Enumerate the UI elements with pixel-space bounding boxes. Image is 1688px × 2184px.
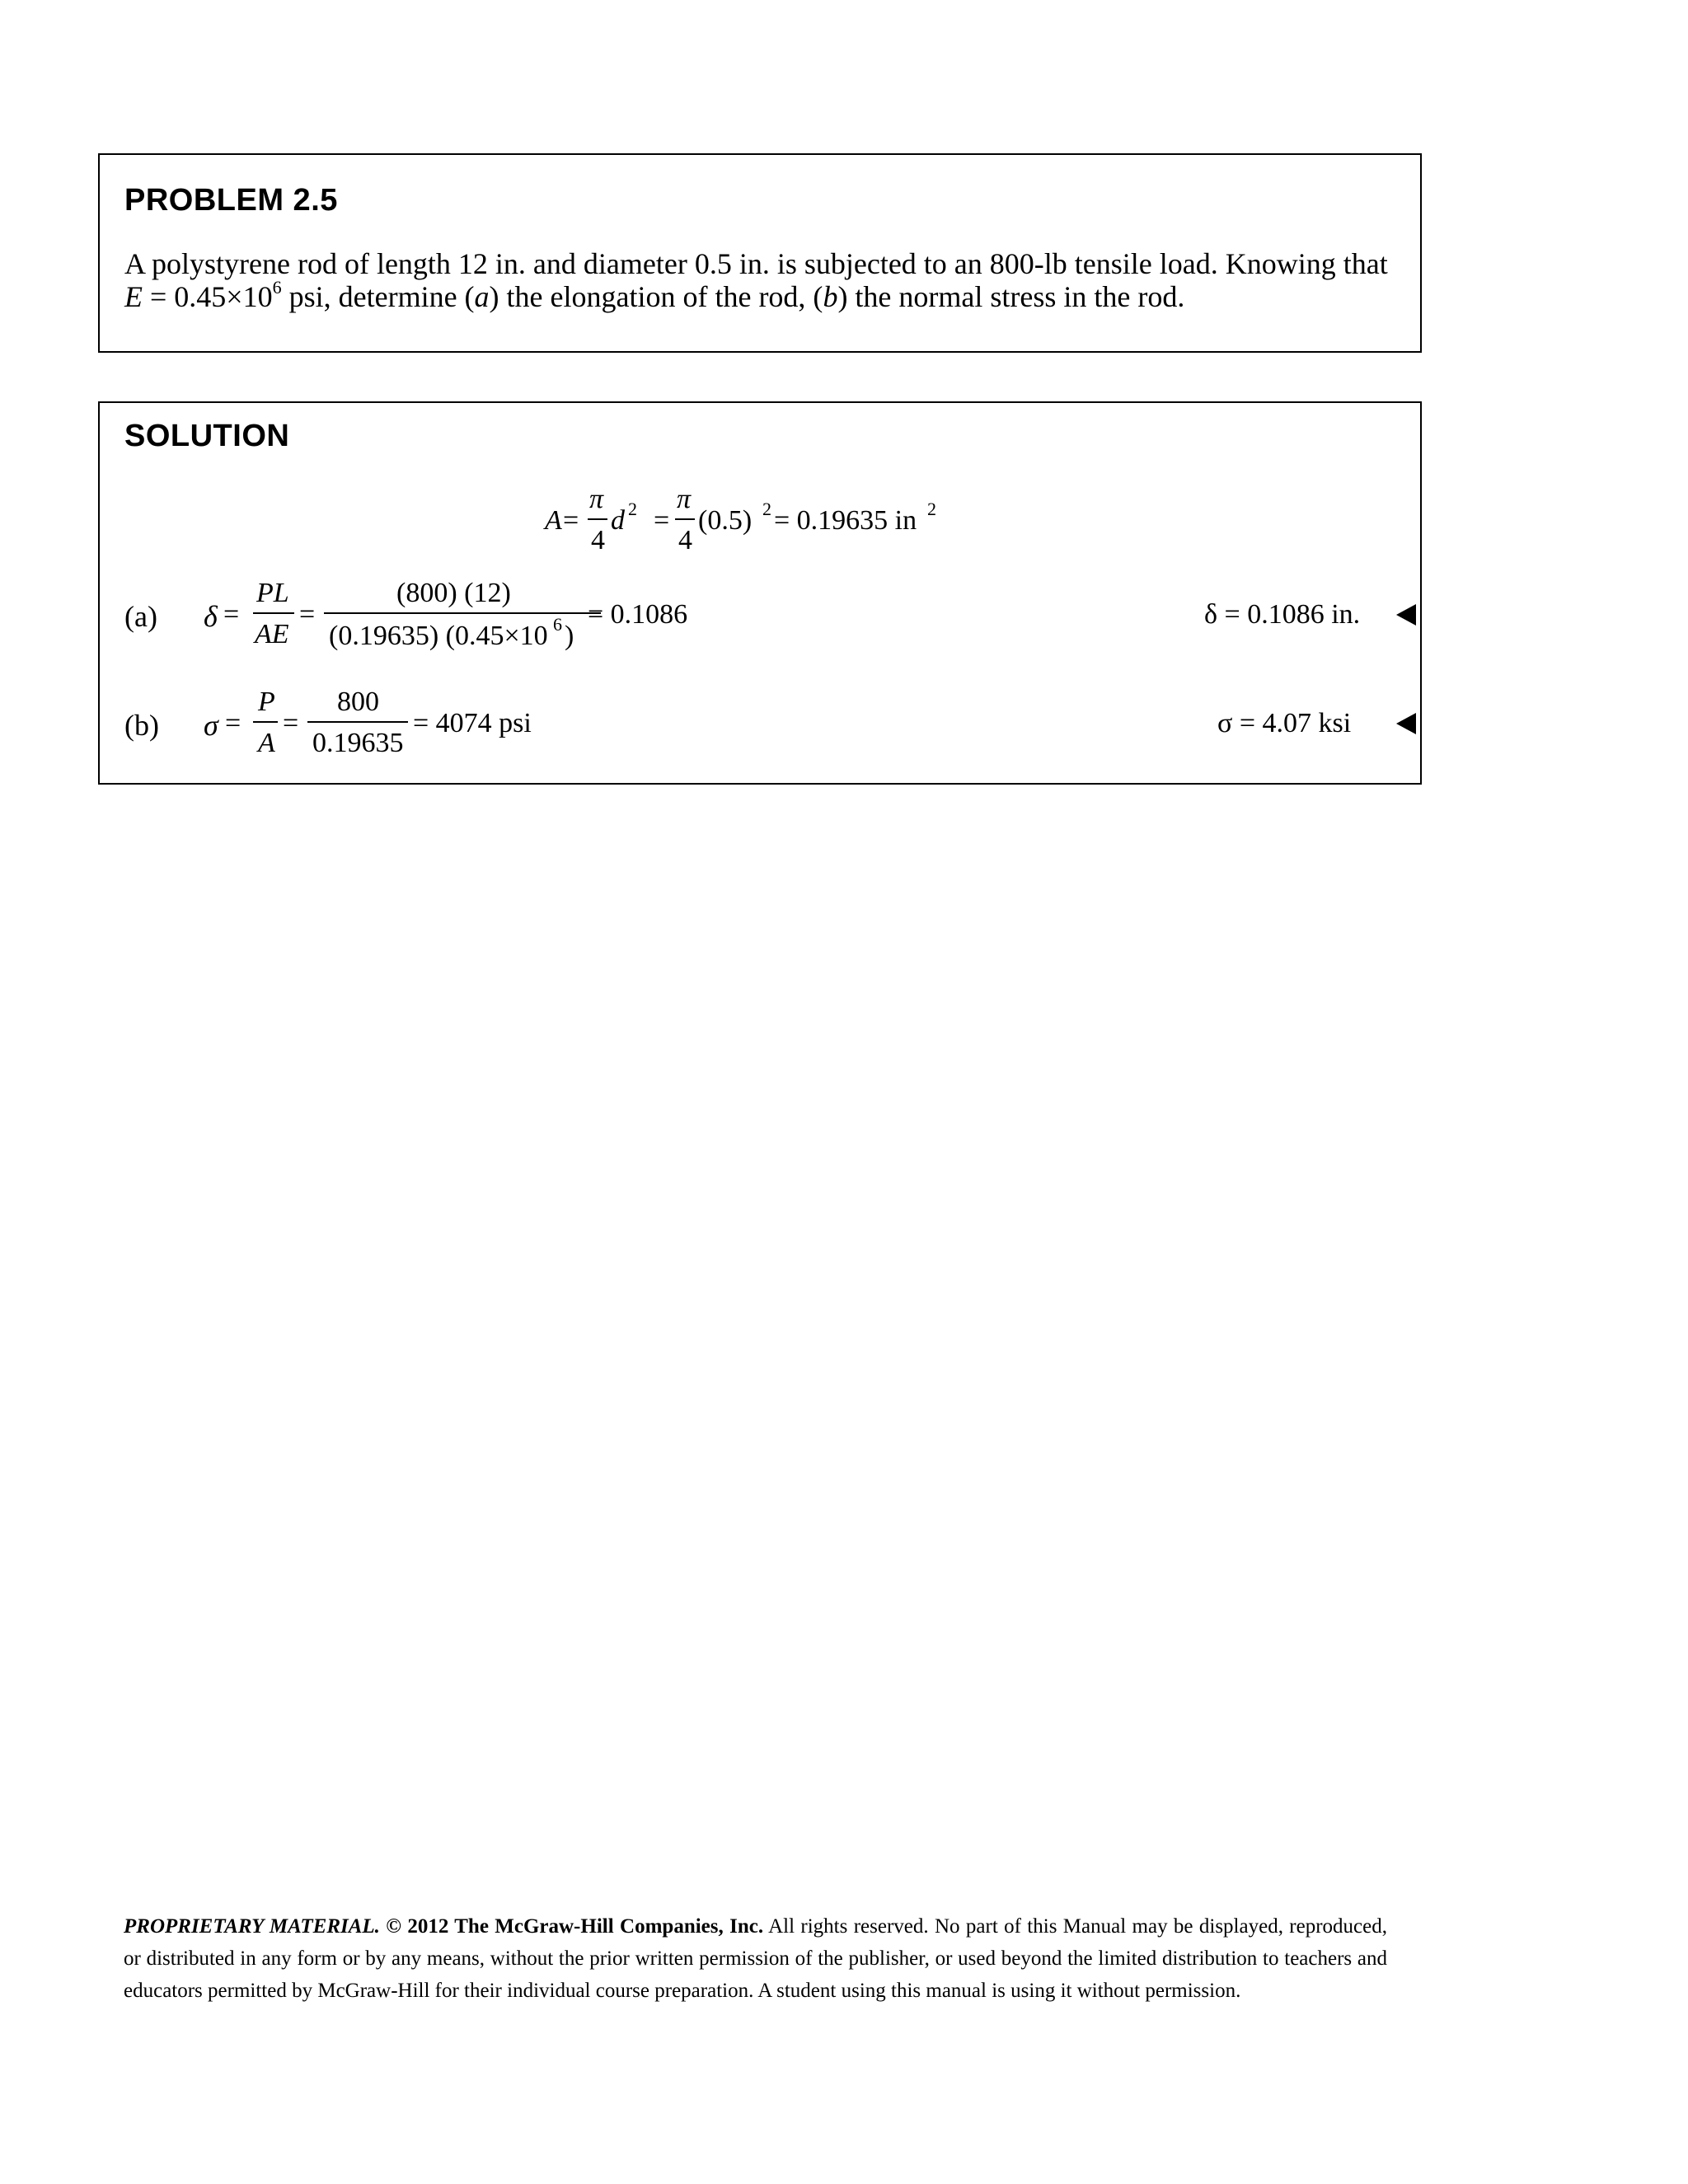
pi-symbol: π bbox=[589, 484, 604, 514]
answer-marker-icon bbox=[1396, 604, 1416, 626]
modulus-value: = 0.45×10 bbox=[143, 280, 273, 313]
modulus-symbol: E bbox=[124, 280, 143, 313]
problem-box bbox=[98, 153, 1422, 353]
problem-statement bbox=[124, 247, 1398, 317]
area-symbol: A bbox=[545, 505, 562, 536]
solution-title: SOLUTION bbox=[124, 419, 290, 453]
part-a-label: (a) bbox=[124, 600, 157, 633]
footer-label: PROPRIETARY MATERIAL. bbox=[124, 1915, 380, 1938]
part-a-result: = 0.1086 bbox=[588, 599, 688, 630]
answer-marker-icon bbox=[1396, 713, 1416, 734]
problem-line1: A polystyrene rod of length 12 in. and diameter 0.5 in. is subjected to an 800-lb tensile load. Knowing that bbox=[124, 247, 1388, 280]
problem-line2: $E = 0.45\times 10^6$ psi, determine (a) the elongation of the rod, (b) the normal stress in the rod. bbox=[124, 277, 1185, 313]
footer-text: All rights reserved. No part of this Manual may be displayed, reproduced, or distributed in any form or by any means, without the prior written permission of the publisher, or used beyond the limited distribution to teachers and educators permitted by McGraw-Hill for their individual course preparation. A student using this manual is using it without permission. bbox=[124, 1915, 1388, 2002]
part-b-answer: σ = 4.07 ksi bbox=[1217, 708, 1352, 738]
fraction-bar bbox=[675, 518, 695, 520]
delta-symbol: δ bbox=[204, 600, 218, 633]
footer-copyright: © 2012 The McGraw-Hill Companies, Inc. bbox=[379, 1915, 764, 1938]
fraction-bar bbox=[253, 721, 278, 723]
sigma-symbol: σ bbox=[204, 709, 218, 742]
fraction-bar bbox=[588, 518, 607, 520]
modulus-exponent: 6 bbox=[272, 277, 282, 298]
solution-box: SOLUTION A = π 4 d 2 = π 4 (0.5) 2 = 0.19635 in 2 (a) δ = PL AE = (800) (12) (0.19635) (0.45×10 6 ) = 0.1086 δ = 0.1086 in. (b) σ = P A = 800 0.19635 = 4074 psi σ = 4.07 ksi bbox=[98, 401, 1422, 785]
copyright-footer bbox=[124, 1910, 1387, 2007]
fraction-bar bbox=[253, 612, 294, 614]
part-b-result: = 4074 psi bbox=[413, 708, 532, 738]
fraction-bar bbox=[307, 721, 408, 723]
pi-symbol: π bbox=[677, 484, 692, 514]
part-a-answer: δ = 0.1086 in. bbox=[1204, 599, 1361, 630]
part-b-label: (b) bbox=[124, 709, 159, 742]
problem-title: PROBLEM 2.5 bbox=[124, 183, 338, 218]
